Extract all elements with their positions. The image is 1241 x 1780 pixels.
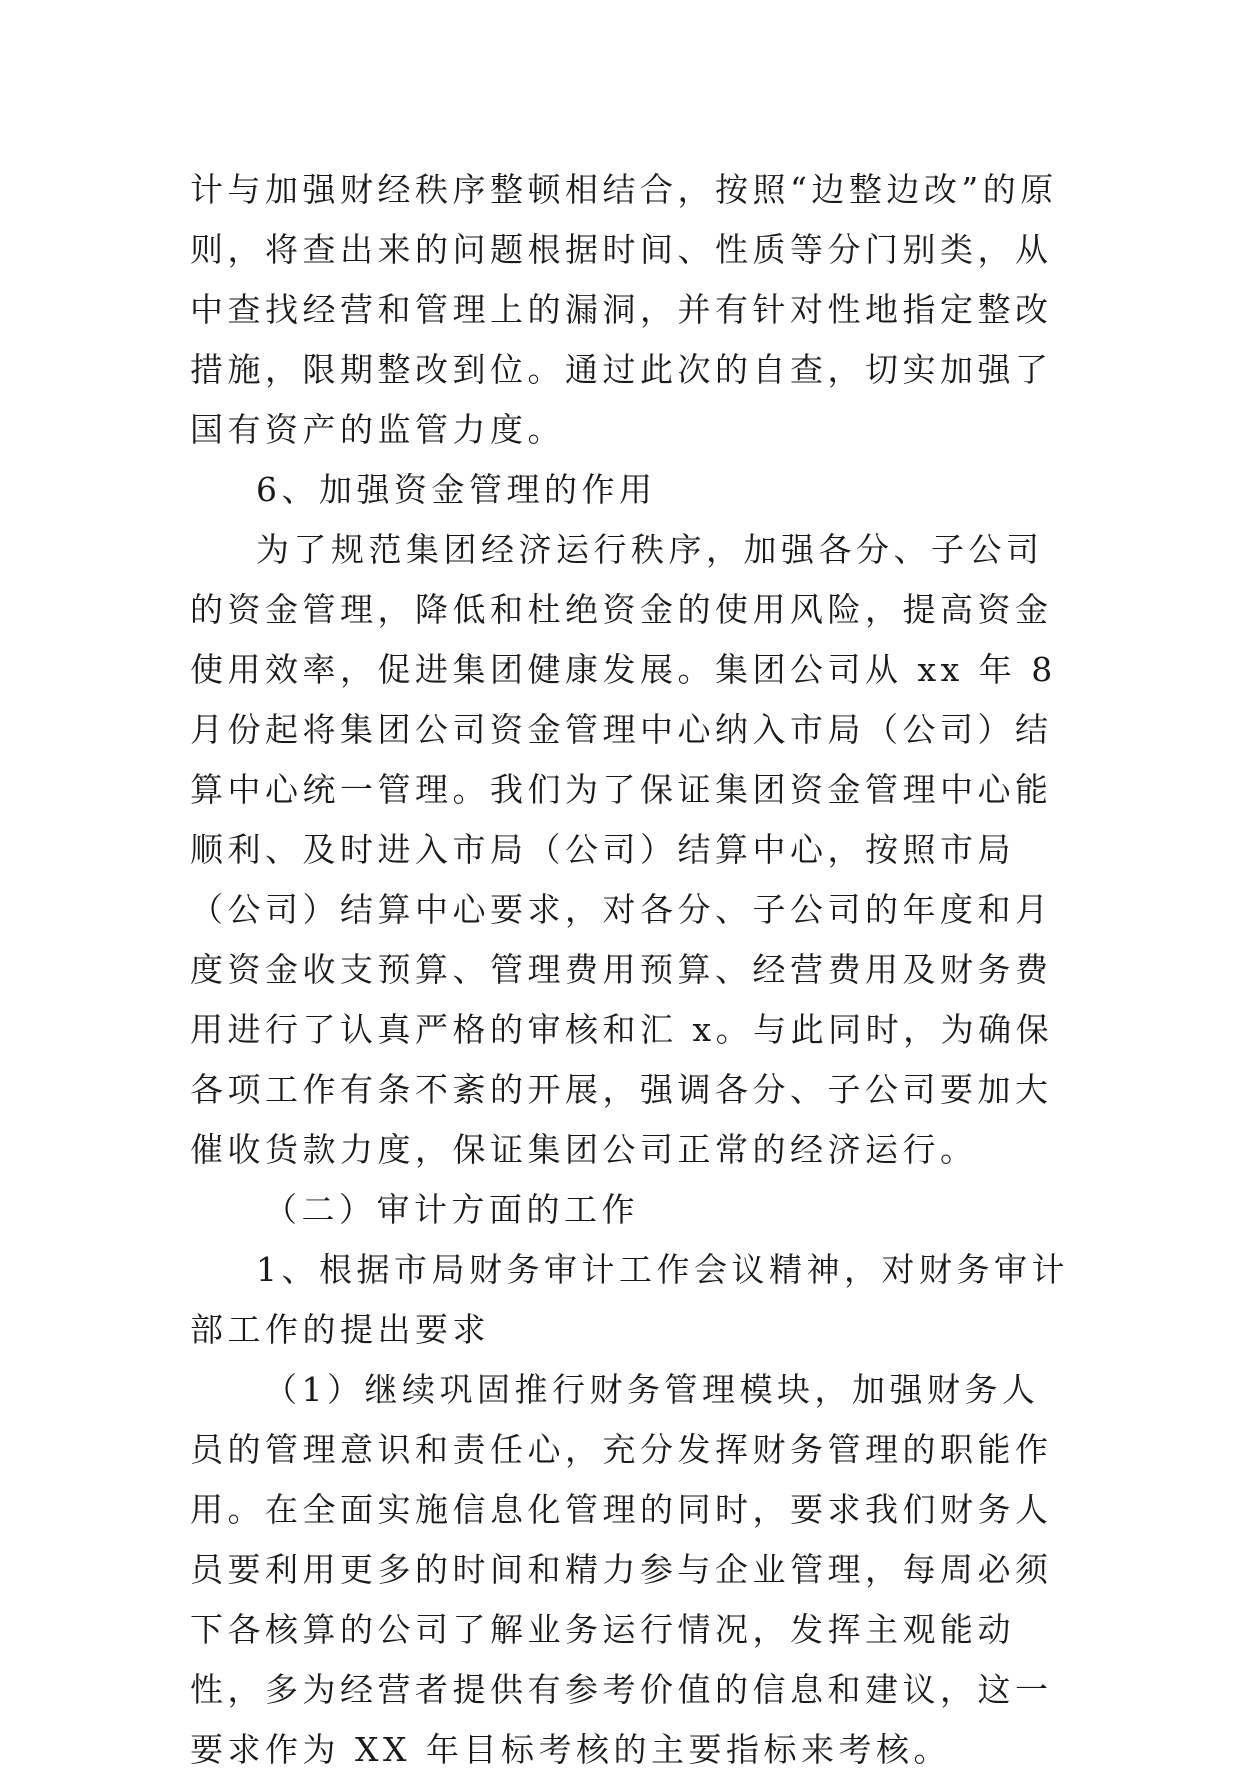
paragraph-funds-management: 为了规范集团经济运行秩序，加强各分、子公司的资金管理，降低和杜绝资金的使用风险，提高资金使用效率，促进集团健康发展。集团公司从 xx 年 8 月份起将集团公司资金管理中心纳入市局（公司）结算中心统一管理。我们为了保证集团资金管理中心能顺利、及时进入市局（公司）结算中心，按照市局（公司）结算中心要求，对各分、子公司的年度和月度资金收支预算、管理费用预算、经营费用及财务费用进行了认真严格的审核和汇 x。与此同时，为确保各项工作有条不紊的开展，强调各分、子公司要加大催收货款力度，保证集团公司正常的经济运行。 [190,530,1072,1169]
document-body [190,160,1070,1780]
subsection-heading-audit-requirements: 1、根据市局财务审计工作会议精神，对财务审计部工作的提出要求 [190,1250,1069,1349]
paragraph-continuation: 计与加强财经秩序整顿相结合，按照“边整边改”的原则，将查出来的问题根据时间、性质等分门别类，从中查找经营和管理上的漏洞，并有针对性地指定整改措施，限期整改到位。通过此次的自查，切实加强了国有资产的监管力度。 [190,170,1058,449]
paragraph-requirement-1: （1）继续巩固推行财务管理模块，加强财务人员的管理意识和责任心，充分发挥财务管理的职能作用。在全面实施信息化管理的同时，要求我们财务人员要利用更多的时间和精力参与企业管理，每周必须下各核算的公司了解业务运行情况，发挥主观能动性，多为经营者提供有参考价值的信息和建议，这一要求作为 XX 年目标考核的主要指标来考核。 [190,1370,1053,1769]
section-heading-audit-work: （二）审计方面的工作 [264,1190,639,1229]
section-heading-funds-management: 6、加强资金管理的作用 [256,470,657,509]
